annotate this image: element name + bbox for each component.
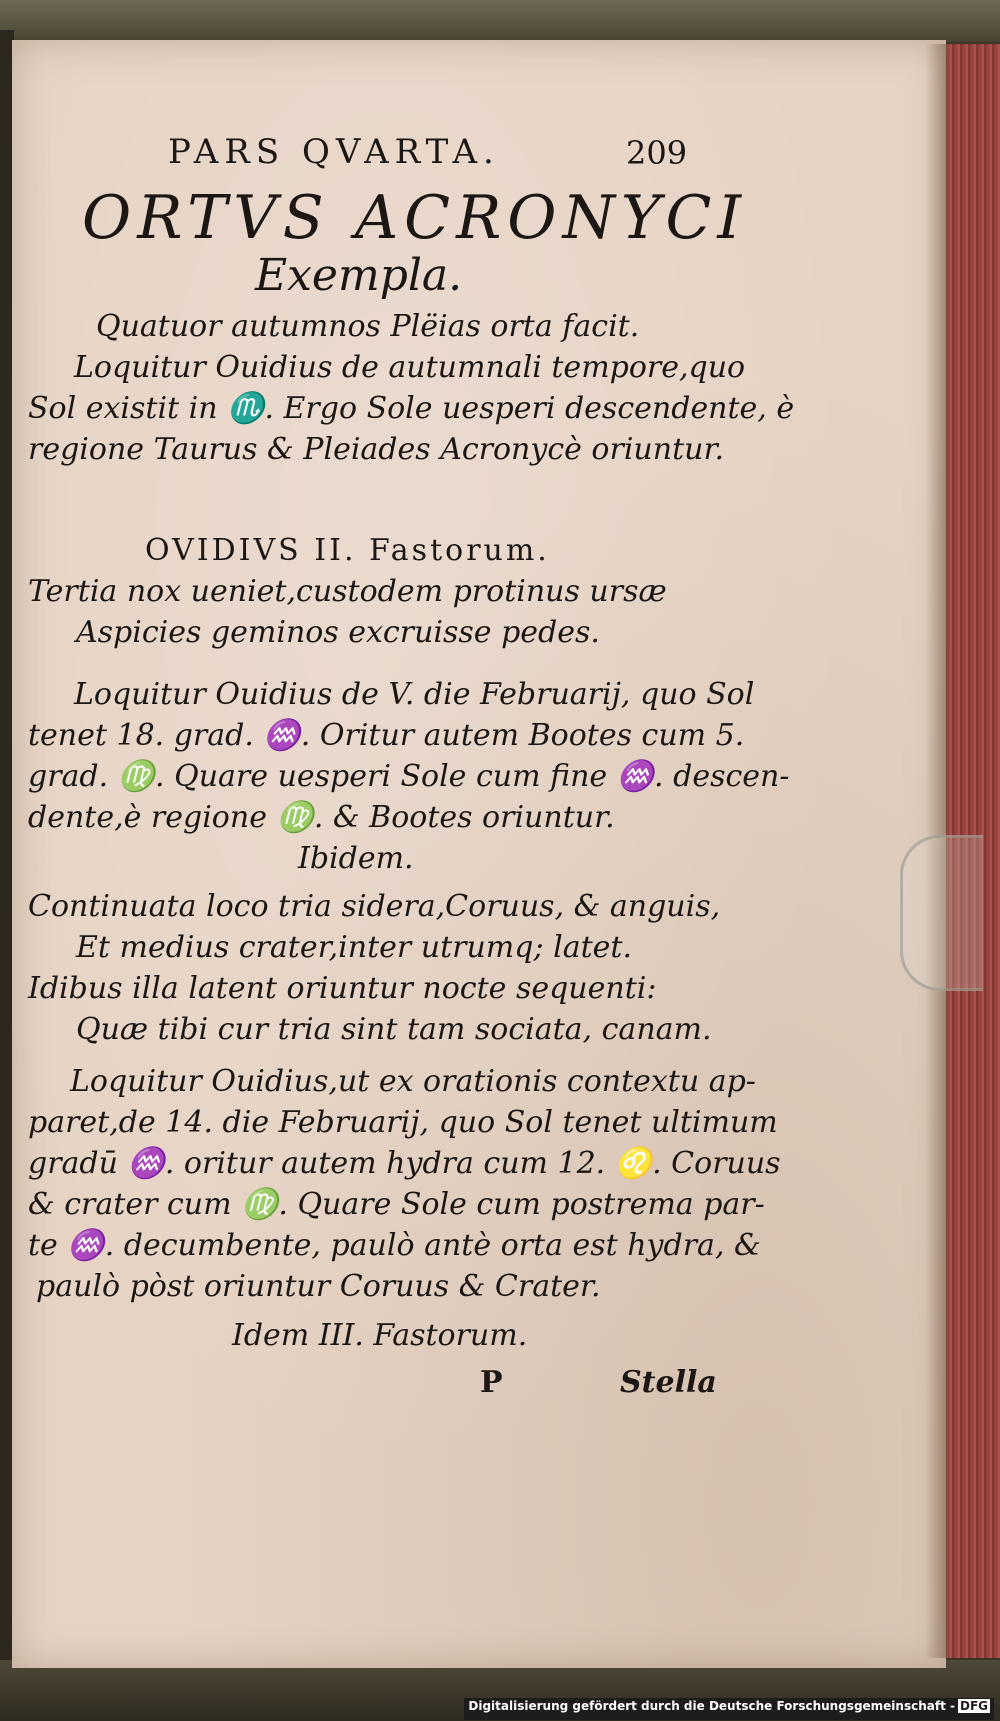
page-number: 209 — [626, 134, 688, 172]
section-title: ORTVS ACRONYCI — [82, 183, 748, 253]
text-line: Ibidem. — [298, 841, 414, 876]
text-line: te ♒. decumbente, paulò antè orta est hydra, & — [28, 1228, 761, 1263]
text-line: Aspicies geminos excruisse pedes. — [76, 615, 600, 650]
dfg-logo: DFG — [959, 1699, 988, 1713]
book-cover-top — [0, 0, 1000, 42]
book-page — [12, 40, 946, 1668]
text-line: Quæ tibi cur tria sint tam sociata, canam. — [76, 1012, 712, 1047]
text-line: Idem III. Fastorum. — [232, 1318, 528, 1353]
text-line: dente,è regione ♍. & Bootes oriuntur. — [28, 800, 615, 835]
text-line: Quatuor autumnos Plëias orta facit. — [96, 309, 640, 344]
text-line: paulò pòst oriuntur Coruus & Crater. — [36, 1269, 601, 1304]
running-head: PARS QVARTA. — [168, 132, 500, 172]
text-line: grad. ♍. Quare uesperi Sole cum fine ♒. descen- — [28, 759, 790, 794]
text-line: Sol existit in ♏. Ergo Sole uesperi descendente, è — [28, 391, 795, 426]
signature-mark: P — [480, 1365, 503, 1400]
catchword: Stella — [620, 1365, 717, 1400]
text-line: regione Taurus & Pleiades Acronycè oriuntur. — [28, 432, 725, 467]
text-line: paret,de 14. die Februarij, quo Sol tenet ultimum — [28, 1105, 778, 1140]
text-line: OVIDIVS II. Fastorum. — [145, 533, 550, 568]
digitization-credit — [464, 1698, 994, 1720]
text-line: & crater cum ♍. Quare Sole cum postrema par- — [28, 1187, 765, 1222]
credit-text: Digitalisierung gefördert durch die Deutsche Forschungsgemeinschaft - — [468, 1699, 955, 1713]
text-line: Continuata loco tria sidera,Coruus, & anguis, — [28, 889, 721, 924]
text-line: Et medius crater,inter utrumq; latet. — [76, 930, 632, 965]
page-clip — [900, 835, 983, 991]
text-line: Idibus illa latent oriuntur nocte sequenti: — [28, 971, 657, 1006]
text-line: gradū ♒. oritur autem hydra cum 12. ♌. Coruus — [28, 1146, 781, 1181]
text-line: Loquitur Ouidius,ut ex orationis contextu ap- — [70, 1064, 756, 1099]
text-line: Tertia nox ueniet,custodem protinus ursæ — [28, 574, 667, 609]
text-line: Loquitur Ouidius de V. die Februarij, quo Sol — [74, 677, 755, 712]
text-line: Loquitur Ouidius de autumnali tempore,quo — [74, 350, 746, 385]
text-line: tenet 18. grad. ♒. Oritur autem Bootes cum 5. — [28, 718, 745, 753]
section-subtitle: Exempla. — [255, 250, 463, 301]
